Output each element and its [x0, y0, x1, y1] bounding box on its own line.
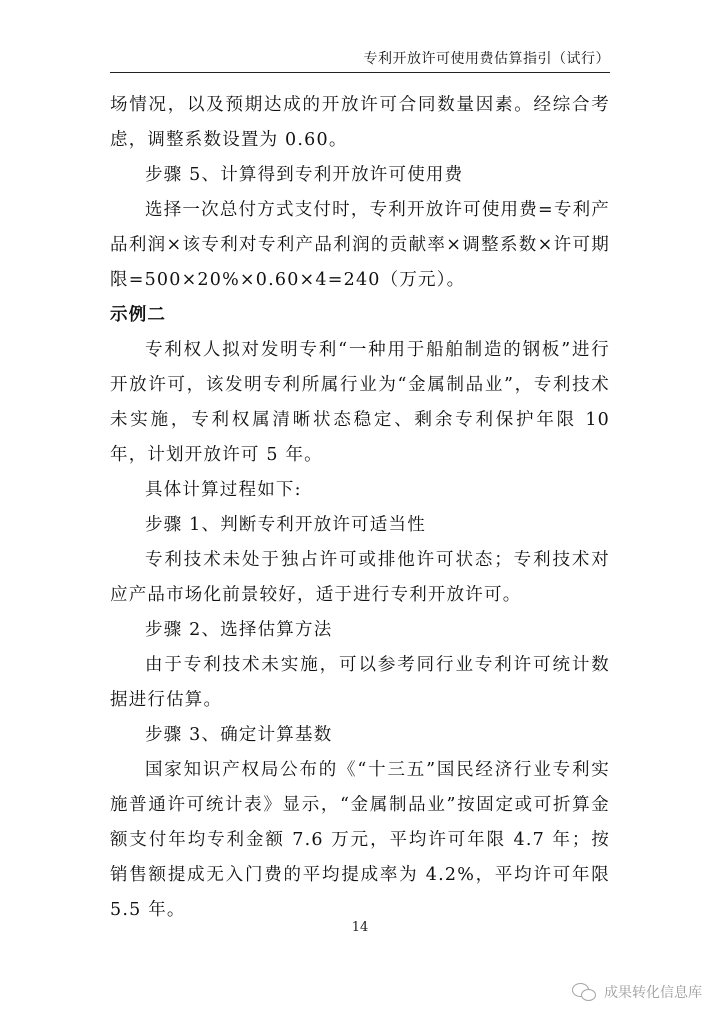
page-number: 14 [351, 920, 369, 935]
step-2-heading: 步骤 2、选择估算方法 [145, 620, 333, 640]
paragraph-step-1: 专利技术未处于独占许可或排他许可状态；专利技术对应产品市场化前景较好，适于进行专利开放许可。 [110, 550, 610, 605]
step-1-heading: 步骤 1、判断专利开放许可适当性 [145, 515, 426, 535]
paragraph-process-intro: 具体计算过程如下: [145, 480, 302, 500]
example-2-heading: 示例二 [110, 305, 167, 325]
paragraph-example-2-intro: 专利权人拟对发明专利“一种用于船舶制造的钢板”进行开放许可，该发明专利所属行业为“金属制品业”，专利技术未实施，专利权属清晰状态稳定、剩余专利保护年限 10 年，计划开放许可 5 年。 [110, 340, 610, 465]
watermark-text: 成果转化信息库 [604, 985, 702, 1001]
page-header [110, 48, 610, 73]
paragraph-fee-calculation: 选择一次总付方式支付时，专利开放许可使用费=专利产品利润×该专利对专利产品利润的贡献率×调整系数×许可期限=500×20%×0.60×4=240（万元）。 [110, 200, 610, 290]
watermark [572, 979, 702, 1005]
document-body [110, 88, 610, 928]
paragraph-continuation: 场情况，以及预期达成的开放许可合同数量因素。经综合考虑，调整系数设置为 0.60。 [110, 95, 610, 150]
step-5-heading: 步骤 5、计算得到专利开放许可使用费 [145, 165, 464, 185]
paragraph-step-3: 国家知识产权局公布的《“十三五”国民经济行业专利实施普通许可统计表》显示，“金属制品业”按固定或可折算金额支付年均专利金额 7.6 万元，平均许可年限 4.7 年；按销售额提成无入门费的平均提成率为 4.2%，平均许可年限 5.5 年。 [110, 760, 610, 920]
wechat-icon [572, 981, 598, 1003]
paragraph-step-2: 由于专利技术未实施，可以参考同行业专利许可统计数据进行估算。 [110, 655, 610, 710]
step-3-heading: 步骤 3、确定计算基数 [145, 725, 333, 745]
header-title: 专利开放许可使用费估算指引（试行） [363, 51, 610, 67]
